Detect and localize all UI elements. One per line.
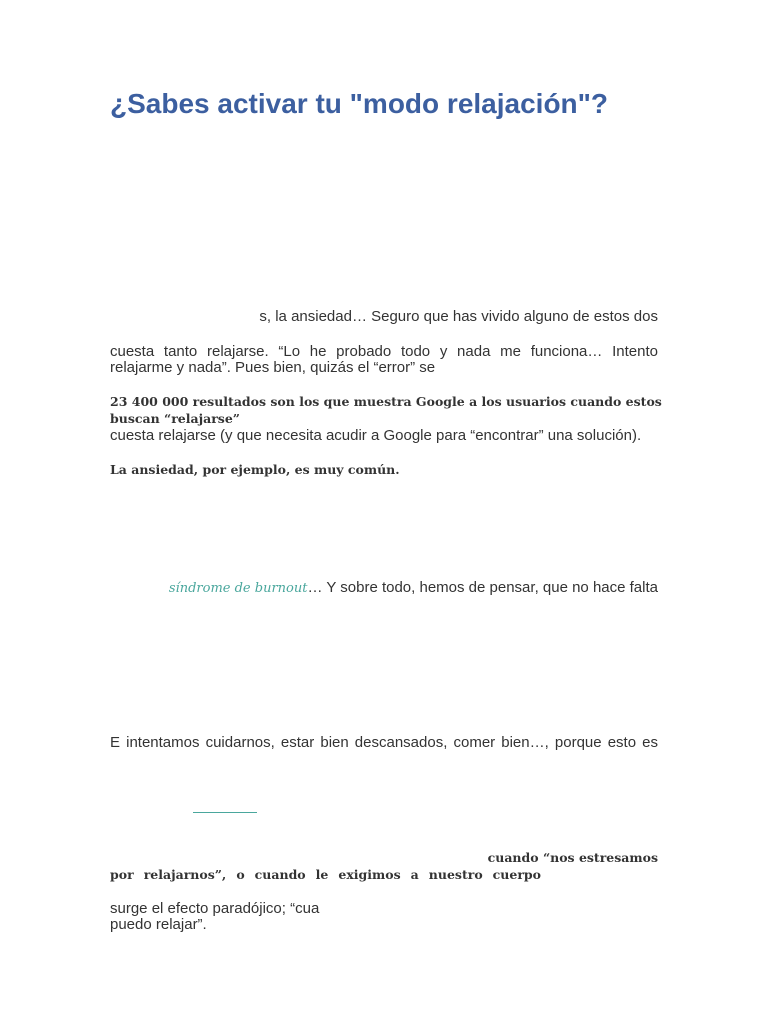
anxiety-common-bold: La ansiedad, por ejemplo, es muy común. [110, 462, 400, 477]
stress-bold-line-2: por relajarnos”, o cuando le exigimos a nuestro cuerpo [110, 867, 541, 882]
paragraph-burnout [110, 579, 658, 597]
page-title: ¿Sabes activar tu "modo relajación"? [110, 88, 609, 119]
paragraph-relax-line-2: relajarme y nada”. Pues bien, quizás el “error” se [110, 359, 436, 376]
link-underline[interactable] [193, 812, 257, 813]
paradox-line-2: puedo relajar”. [110, 916, 207, 933]
paragraph-anxiety-intro: s, la ansiedad… Seguro que has vivido alguno de estos dos [259, 308, 658, 325]
paragraph-self-care: E intentamos cuidarnos, estar bien descansados, comer bien…, porque esto es [110, 734, 658, 751]
paradox-line-1: surge el efecto paradójico; “cua [110, 900, 320, 917]
paragraph-relax-line-1: cuesta tanto relajarse. “Lo he probado todo y nada me funciona… Intento [110, 343, 658, 360]
google-results-line-3: cuesta relajarse (y que necesita acudir a Google para “encontrar” una solución). [110, 427, 642, 444]
google-results-bold-line-1: 23 400 000 resultados son los que muestra Google a los usuarios cuando estos [110, 394, 662, 409]
google-results-bold-line-2: buscan “relajarse” [110, 411, 240, 426]
stress-bold-line-1: cuando “nos estresamos [487, 850, 658, 865]
burnout-rest-text: … Y sobre todo, hemos de pensar, que no hace falta [307, 579, 658, 596]
burnout-link[interactable]: síndrome de burnout [168, 581, 308, 596]
